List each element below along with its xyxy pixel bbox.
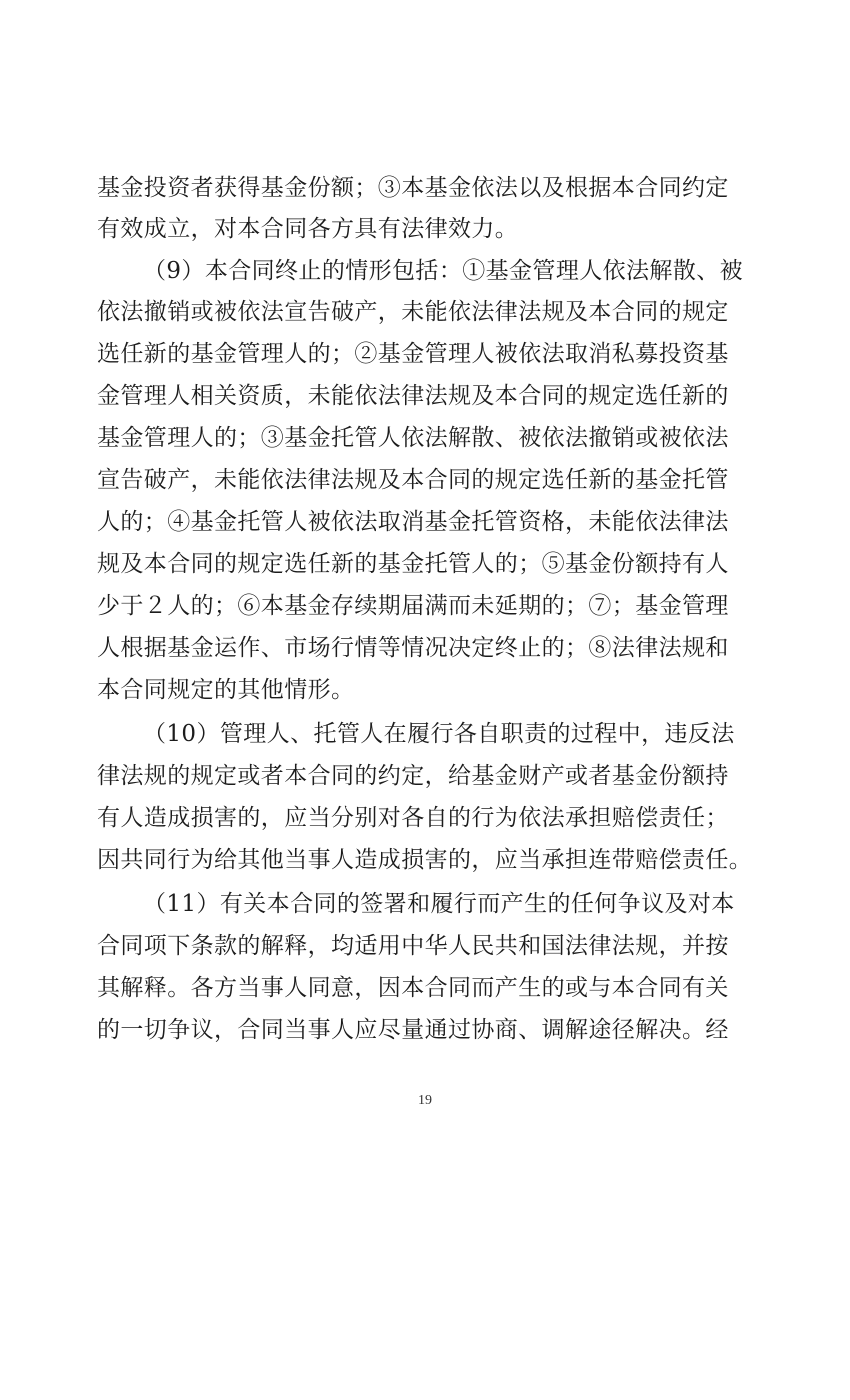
text-line: 因共同行为给其他当事人造成损害的，应当承担连带赔偿责任。 — [97, 847, 753, 873]
text-line: 有人造成损害的，应当分别对各自的行为依法承担赔偿责任； — [97, 805, 729, 831]
text-line: 选任新的基金管理人的；②基金管理人被依法取消私募投资基 — [97, 341, 729, 367]
text-line: 人根据基金运作、市场行情等情况决定终止的；⑧法律法规和 — [97, 635, 729, 661]
text-line: 合同项下条款的解释，均适用中华人民共和国法律法规，并按 — [97, 933, 729, 959]
text-line: 的一切争议，合同当事人应尽量通过协商、调解途径解决。经 — [97, 1017, 729, 1043]
text-line: 依法撤销或被依法宣告破产，未能依法律法规及本合同的规定 — [97, 299, 729, 325]
text-line: 人的；④基金托管人被依法取消基金托管资格，未能依法律法 — [97, 509, 729, 535]
text-line: 规及本合同的规定选任新的基金托管人的；⑤基金份额持有人 — [97, 551, 729, 577]
paragraph-10-start: （10）管理人、托管人在履行各自职责的过程中，违反法 — [143, 721, 735, 747]
text-line: 宣告破产，未能依法律法规及本合同的规定选任新的基金托管 — [97, 467, 729, 493]
text-line: 其解释。各方当事人同意，因本合同而产生的或与本合同有关 — [97, 975, 729, 1001]
text-line: 少于２人的；⑥本基金存续期届满而未延期的；⑦；基金管理 — [97, 593, 729, 619]
text-line: 本合同规定的其他情形。 — [97, 677, 355, 703]
paragraph-9-start: （9）本合同终止的情形包括：①基金管理人依法解散、被 — [143, 258, 744, 284]
text-line: 基金管理人的；③基金托管人依法解散、被依法撤销或被依法 — [97, 425, 729, 451]
text-line: 有效成立，对本合同各方具有法律效力。 — [97, 216, 519, 242]
page-number: 19 — [418, 1093, 432, 1108]
text-line: 金管理人相关资质，未能依法律法规及本合同的规定选任新的 — [97, 383, 729, 409]
paragraph-11-start: （11）有关本合同的签署和履行而产生的任何争议及对本 — [143, 891, 735, 917]
text-line: 基金投资者获得基金份额；③本基金依法以及根据本合同约定 — [97, 175, 729, 201]
text-line: 律法规的规定或者本合同的约定，给基金财产或者基金份额持 — [97, 763, 729, 789]
